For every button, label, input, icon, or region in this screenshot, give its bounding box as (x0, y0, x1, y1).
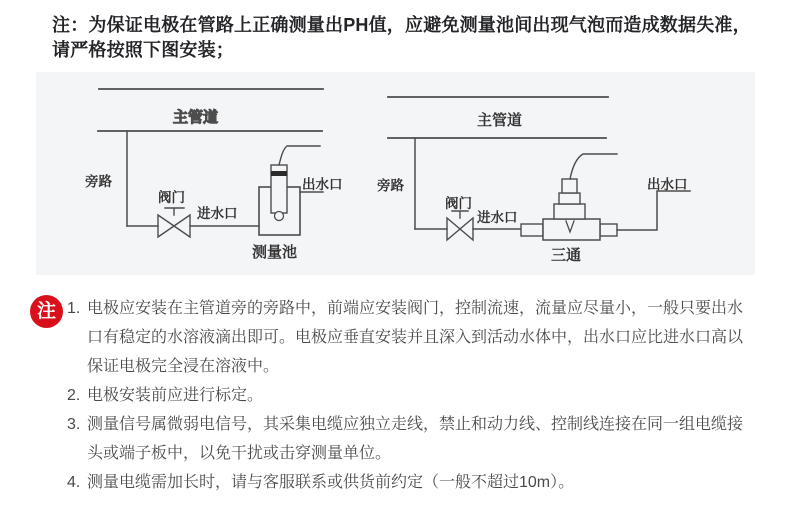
left-diagram (85, 89, 343, 261)
left-inlet-label: 进水口 (197, 206, 238, 221)
list-item (67, 410, 757, 468)
note-header: 注：为保证电极在管路上正确测量出PH值，应避免测量池间出现气泡而造成数据失准，请严格按照下图安装； (52, 15, 751, 60)
list-item-number: 2. (67, 387, 81, 404)
left-bypass-label: 旁路 (85, 174, 112, 189)
right-outlet-label: 出水口 (647, 177, 688, 192)
right-valve-label: 阀门 (445, 196, 472, 211)
notes-list (67, 294, 757, 497)
right-diagram (377, 97, 690, 264)
list-item-number: 1. (67, 300, 81, 317)
left-outlet-label: 出水口 (302, 177, 343, 192)
list-item (67, 381, 757, 410)
list-item-text: 测量电缆需加长时，请与客服联系或供货前约定（一般不超过10m）。 (87, 474, 575, 491)
list-item (67, 294, 757, 381)
list-item-number: 3. (67, 416, 81, 433)
list-item-text: 电极应安装在主管道旁的旁路中，前端应安装阀门，控制流速，流量应尽量小，一般只要出水口有稳定的水溶液滴出即可。电极应垂直安装并且深入到活动水体中，出水口应比进水口高以保证电极完全浸在溶液中。 (87, 300, 744, 375)
right-electrode-cap (562, 179, 577, 193)
right-tee-right-stub (600, 224, 617, 236)
list-item-number: 4. (67, 474, 81, 491)
list-item (67, 468, 757, 497)
right-outlet-line (617, 191, 690, 230)
left-electrode-tip (275, 212, 284, 221)
right-tee-left-stub (521, 224, 543, 236)
right-main-pipe-label: 主管道 (477, 113, 523, 129)
note-badge-label: 注 (36, 301, 56, 322)
left-electrode-band (271, 171, 287, 176)
note-badge (30, 295, 63, 328)
left-valve-handle (165, 208, 184, 215)
left-valve-label: 阀门 (158, 190, 185, 205)
left-diagram-caption: 测量池 (252, 245, 298, 261)
right-inlet-label: 进水口 (477, 210, 518, 225)
right-diagram-caption: 三通 (551, 248, 582, 264)
left-valve-icon (158, 215, 190, 237)
right-electrode-neck (554, 204, 585, 219)
left-electrode-cable (279, 146, 320, 165)
right-electrode-cable (570, 154, 617, 179)
right-valve-handle (452, 211, 468, 218)
list-item-text: 测量信号属微弱电信号，其采集电缆应独立走线，禁止和动力线、控制线连接在同一组电缆接头或端子板中，以免干扰或击穿测量单位。 (87, 416, 744, 462)
left-main-pipe-label: 主管道 (173, 110, 219, 126)
right-electrode-body (559, 193, 580, 204)
right-valve-icon (447, 218, 473, 240)
right-bypass-label: 旁路 (377, 178, 404, 193)
list-item-text: 电极安装前应进行标定。 (87, 387, 264, 404)
